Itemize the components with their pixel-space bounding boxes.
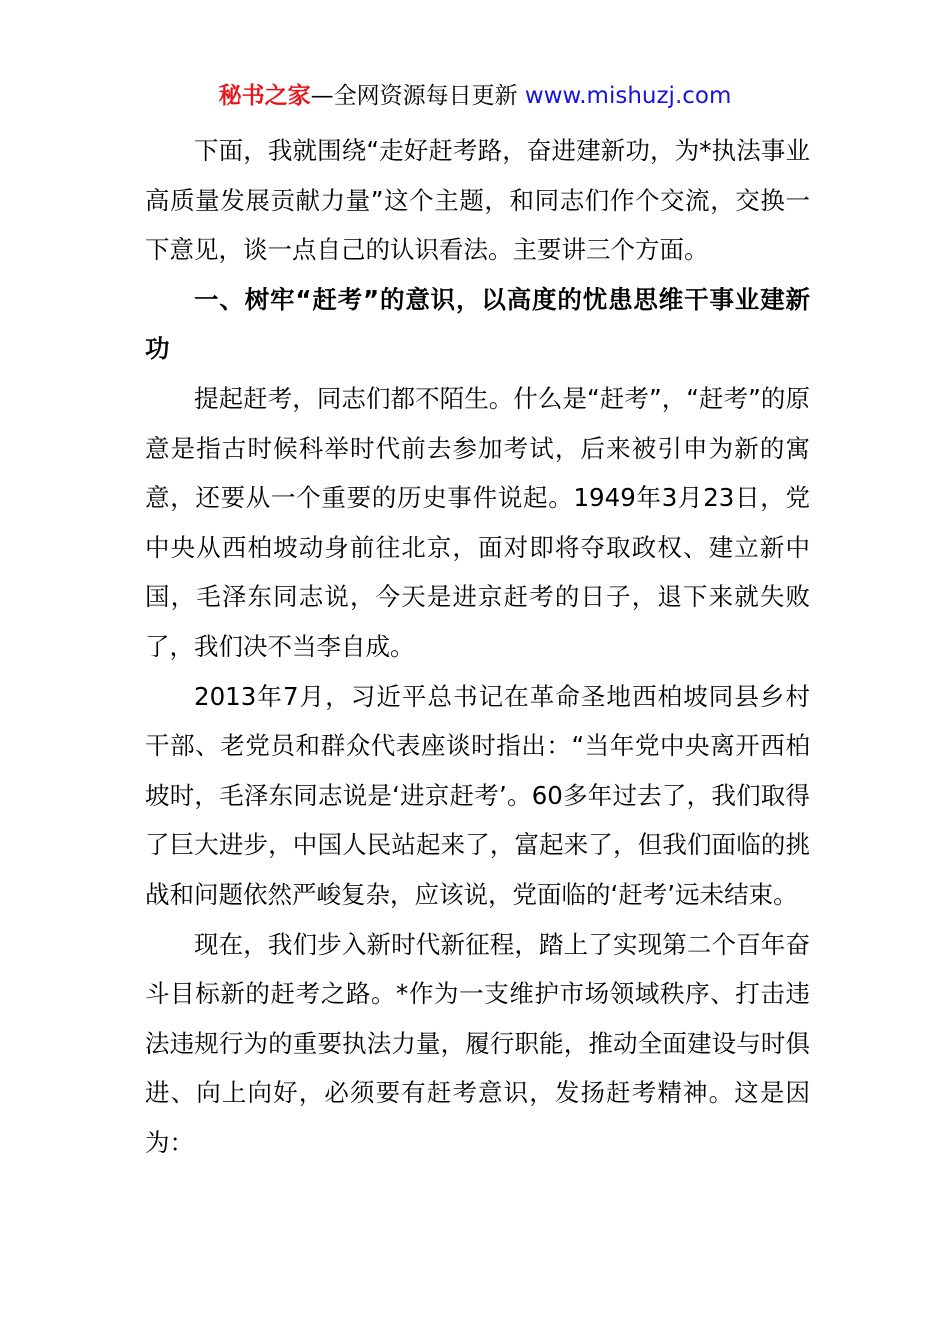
body-paragraph: 提起赶考，同志们都不陌生。什么是“赶考”，“赶考”的原意是指古时候科举时代前去参加考试，后来被引申为新的寓意，还要从一个重要的历史事件说起。1949年3月23日，党中央从西柏坡动身前往北京，面对即将夺取政权、建立新中国，毛泽东同志说，今天是进京赶考的日子，退下来就失败了，我们决不当李自成。 xyxy=(145,383,810,661)
body-paragraph: 2013年7月，习近平总书记在革命圣地西柏坡同县乡村干部、老党员和群众代表座谈时指出：“当年党中央离开西柏坡时，毛泽东同志说是‘进京赶考’。60多年过去了，我们取得了巨大进步，中国人民站起来了，富起来了，但我们面临的挑战和问题依然严峻复杂，应该说，党面临的‘赶考’远未结束。 xyxy=(145,681,810,909)
section-heading-1: 一、树牢“赶考”的意识，以高度的忧患思维干事业建新功 xyxy=(145,284,810,364)
intro-paragraph: 下面，我就围绕“走好赶考路，奋进建新功，为*执法事业高质量发展贡献力量”这个主题，和同志们作个交流，交换一下意见，谈一点自己的认识看法。主要讲三个方面。 xyxy=(145,136,810,265)
brand-name: 秘书之家 xyxy=(218,83,311,109)
site-header xyxy=(0,80,950,112)
body-paragraph: 现在，我们步入新时代新征程，踏上了实现第二个百年奋斗目标新的赶考之路。*作为一支维护市场领域秩序、打击违法违规行为的重要执法力量，履行职能，推动全面建设与时俱进、向上向好，必须要有赶考意识，发扬赶考精神。这是因为： xyxy=(145,929,810,1157)
document-body xyxy=(145,126,810,1167)
site-url-link[interactable]: www.mishuzj.com xyxy=(524,83,732,109)
header-tagline: —全网资源每日更新 xyxy=(310,83,518,109)
